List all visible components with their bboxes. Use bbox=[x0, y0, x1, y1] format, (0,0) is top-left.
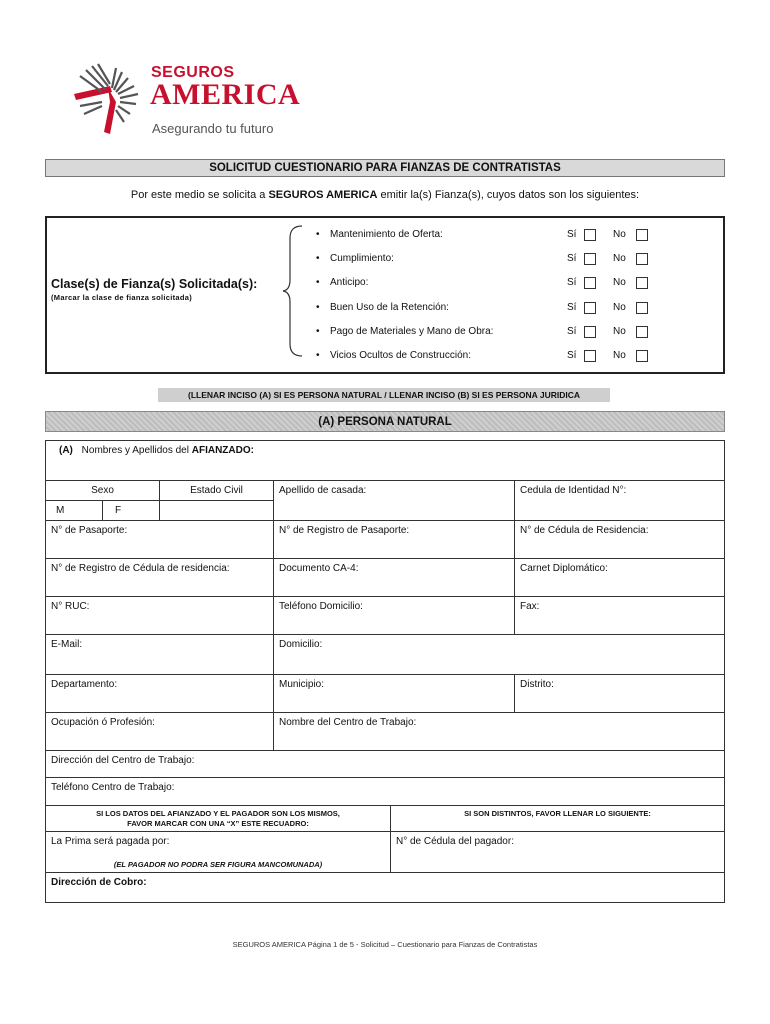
tel-trabajo-label: Teléfono Centro de Trabajo: bbox=[51, 782, 175, 793]
sexo-label: Sexo bbox=[91, 485, 114, 496]
clase-label: Clase(s) de Fianza(s) Solicitada(s): bbox=[51, 277, 258, 291]
sexo-f-label: F bbox=[115, 505, 122, 516]
departamento-field[interactable] bbox=[45, 674, 274, 713]
sexo-m-box[interactable] bbox=[45, 500, 103, 521]
dir-cobro-label: Dirección de Cobro: bbox=[51, 877, 147, 888]
sexo-label-cell bbox=[45, 480, 160, 501]
brace-icon bbox=[282, 224, 304, 358]
no-checkbox[interactable] bbox=[636, 253, 648, 265]
section-a-header: (A) PERSONA NATURAL bbox=[45, 411, 725, 432]
fax-field[interactable] bbox=[514, 596, 725, 635]
nombres-field[interactable] bbox=[45, 440, 725, 481]
departamento-label: Departamento: bbox=[51, 679, 118, 690]
nombres-label: Nombres y Apellidos del bbox=[81, 445, 192, 456]
cedula-residencia-field[interactable] bbox=[514, 520, 725, 559]
tel-domicilio-label: Teléfono Domicilio: bbox=[279, 601, 363, 612]
no-label: No bbox=[613, 253, 626, 264]
centro-trabajo-label: Nombre del Centro de Trabajo: bbox=[279, 717, 417, 728]
registro-cedula-res-label: N° de Registro de Cédula de residencia: bbox=[51, 563, 230, 574]
estado-civil-label: Estado Civil bbox=[190, 485, 243, 496]
prima-label: La Prima será pagada por: bbox=[51, 836, 170, 847]
si-checkbox[interactable] bbox=[584, 350, 596, 362]
sexo-m-label: M bbox=[56, 505, 65, 516]
clase-option-1: • Cumplimiento: bbox=[330, 252, 394, 266]
email-label: E-Mail: bbox=[51, 639, 83, 650]
logo-mark-icon bbox=[72, 62, 142, 136]
estado-civil-label-cell bbox=[159, 480, 274, 501]
municipio-field[interactable] bbox=[273, 674, 515, 713]
si-label: Sí bbox=[567, 277, 577, 288]
no-label: No bbox=[613, 350, 626, 361]
no-checkbox[interactable] bbox=[636, 302, 648, 314]
domicilio-field[interactable] bbox=[273, 634, 725, 675]
nombres-label-bold: AFIANZADO: bbox=[191, 445, 254, 456]
centro-trabajo-field[interactable] bbox=[273, 712, 725, 751]
cedula-pagador-label: N° de Cédula del pagador: bbox=[396, 836, 514, 847]
clase-option-3: • Buen Uso de la Retención: bbox=[330, 301, 449, 315]
brand-line1: SEGUROS bbox=[151, 64, 235, 81]
distrito-label: Distrito: bbox=[520, 679, 554, 690]
fax-label: Fax: bbox=[520, 601, 540, 612]
intro-post: emitir la(s) Fianza(s), cuyos datos son los siguientes: bbox=[377, 189, 640, 201]
same-data-note: SI LOS DATOS DEL AFIANZADO Y EL PAGADOR SON LOS MISMOS, FAVOR MARCAR CON UNA “X” ESTE RECUADRO: bbox=[96, 809, 340, 828]
registro-pasaporte-field[interactable] bbox=[273, 520, 515, 559]
no-checkbox[interactable] bbox=[636, 229, 648, 241]
registro-cedula-res-field[interactable] bbox=[45, 558, 274, 597]
no-label: No bbox=[613, 277, 626, 288]
si-label: Sí bbox=[567, 350, 577, 361]
no-label: No bbox=[613, 229, 626, 240]
no-label: No bbox=[613, 302, 626, 313]
pasaporte-field[interactable] bbox=[45, 520, 274, 559]
municipio-label: Municipio: bbox=[279, 679, 325, 690]
tel-trabajo-field[interactable] bbox=[45, 777, 725, 806]
documento-ca4-field[interactable] bbox=[273, 558, 515, 597]
clase-option-0: • Mantenimiento de Oferta: bbox=[330, 228, 443, 242]
clase-option-2: • Anticipo: bbox=[330, 276, 368, 290]
carnet-field[interactable] bbox=[514, 558, 725, 597]
prima-field[interactable] bbox=[45, 831, 391, 873]
no-label: No bbox=[613, 326, 626, 337]
carnet-label: Carnet Diplomático: bbox=[520, 563, 608, 574]
si-label: Sí bbox=[567, 253, 577, 264]
clase-option-5: • Vicios Ocultos de Construcción: bbox=[330, 349, 471, 363]
si-checkbox[interactable] bbox=[584, 253, 596, 265]
intro-company: SEGUROS AMERICA bbox=[268, 189, 378, 201]
domicilio-label: Domicilio: bbox=[279, 639, 323, 650]
ruc-label: N° RUC: bbox=[51, 601, 90, 612]
intro-pre: Por este medio se solicita a bbox=[130, 189, 269, 201]
apellido-casada-field[interactable] bbox=[273, 480, 515, 521]
dir-trabajo-label: Dirección del Centro de Trabajo: bbox=[51, 755, 195, 766]
intro-text bbox=[45, 189, 725, 201]
instruction-bar: (LLENAR INCISO (A) SI ES PERSONA NATURAL / LLENAR INCISO (B) SI ES PERSONA JURIDICA bbox=[158, 388, 610, 402]
cedula-residencia-label: N° de Cédula de Residencia: bbox=[520, 525, 649, 536]
clase-sublabel: (Marcar la clase de fianza solicitada) bbox=[51, 293, 193, 302]
dir-trabajo-field[interactable] bbox=[45, 750, 725, 778]
diff-data-note: SI SON DISTINTOS, FAVOR LLENAR LO SIGUIENTE: bbox=[464, 809, 651, 818]
estado-civil-field[interactable] bbox=[159, 500, 274, 521]
distrito-field[interactable] bbox=[514, 674, 725, 713]
si-checkbox[interactable] bbox=[584, 326, 596, 338]
pasaporte-label: N° de Pasaporte: bbox=[51, 525, 128, 536]
logo bbox=[72, 62, 142, 136]
ruc-field[interactable] bbox=[45, 596, 274, 635]
si-label: Sí bbox=[567, 302, 577, 313]
diff-data-note-cell bbox=[390, 805, 725, 832]
si-checkbox[interactable] bbox=[584, 302, 596, 314]
dir-cobro-field[interactable] bbox=[45, 872, 725, 903]
no-checkbox[interactable] bbox=[636, 277, 648, 289]
tel-domicilio-field[interactable] bbox=[273, 596, 515, 635]
same-data-checkbox-cell[interactable] bbox=[45, 805, 391, 832]
si-checkbox[interactable] bbox=[584, 277, 596, 289]
brand-line2: AMERICA bbox=[150, 78, 301, 111]
page-footer: SEGUROS AMERICA Página 1 de 5 - Solicitud – Cuestionario para Fianzas de Contratistas bbox=[232, 940, 538, 949]
si-checkbox[interactable] bbox=[584, 229, 596, 241]
no-checkbox[interactable] bbox=[636, 326, 648, 338]
cedula-identidad-label: Cedula de Identidad N°: bbox=[520, 485, 627, 496]
cedula-pagador-field[interactable] bbox=[390, 831, 725, 873]
cedula-identidad-field[interactable] bbox=[514, 480, 725, 521]
si-label: Sí bbox=[567, 326, 577, 337]
no-checkbox[interactable] bbox=[636, 350, 648, 362]
ocupacion-field[interactable] bbox=[45, 712, 274, 751]
ocupacion-label: Ocupación ó Profesión: bbox=[51, 717, 155, 728]
brand-tagline: Asegurando tu futuro bbox=[152, 121, 274, 136]
clase-option-4: • Pago de Materiales y Mano de Obra: bbox=[330, 325, 493, 339]
si-label: Sí bbox=[567, 229, 577, 240]
pagador-note: (EL PAGADOR NO PODRA SER FIGURA MANCOMUNADA) bbox=[113, 860, 323, 869]
apellido-casada-label: Apellido de casada: bbox=[279, 485, 367, 496]
form-title: SOLICITUD CUESTIONARIO PARA FIANZAS DE CONTRATISTAS bbox=[45, 159, 725, 177]
documento-ca4-label: Documento CA-4: bbox=[279, 563, 359, 574]
sexo-f-box[interactable] bbox=[102, 500, 160, 521]
nombres-tag: (A) bbox=[59, 445, 73, 456]
email-field[interactable] bbox=[45, 634, 274, 675]
registro-pasaporte-label: N° de Registro de Pasaporte: bbox=[279, 525, 410, 536]
